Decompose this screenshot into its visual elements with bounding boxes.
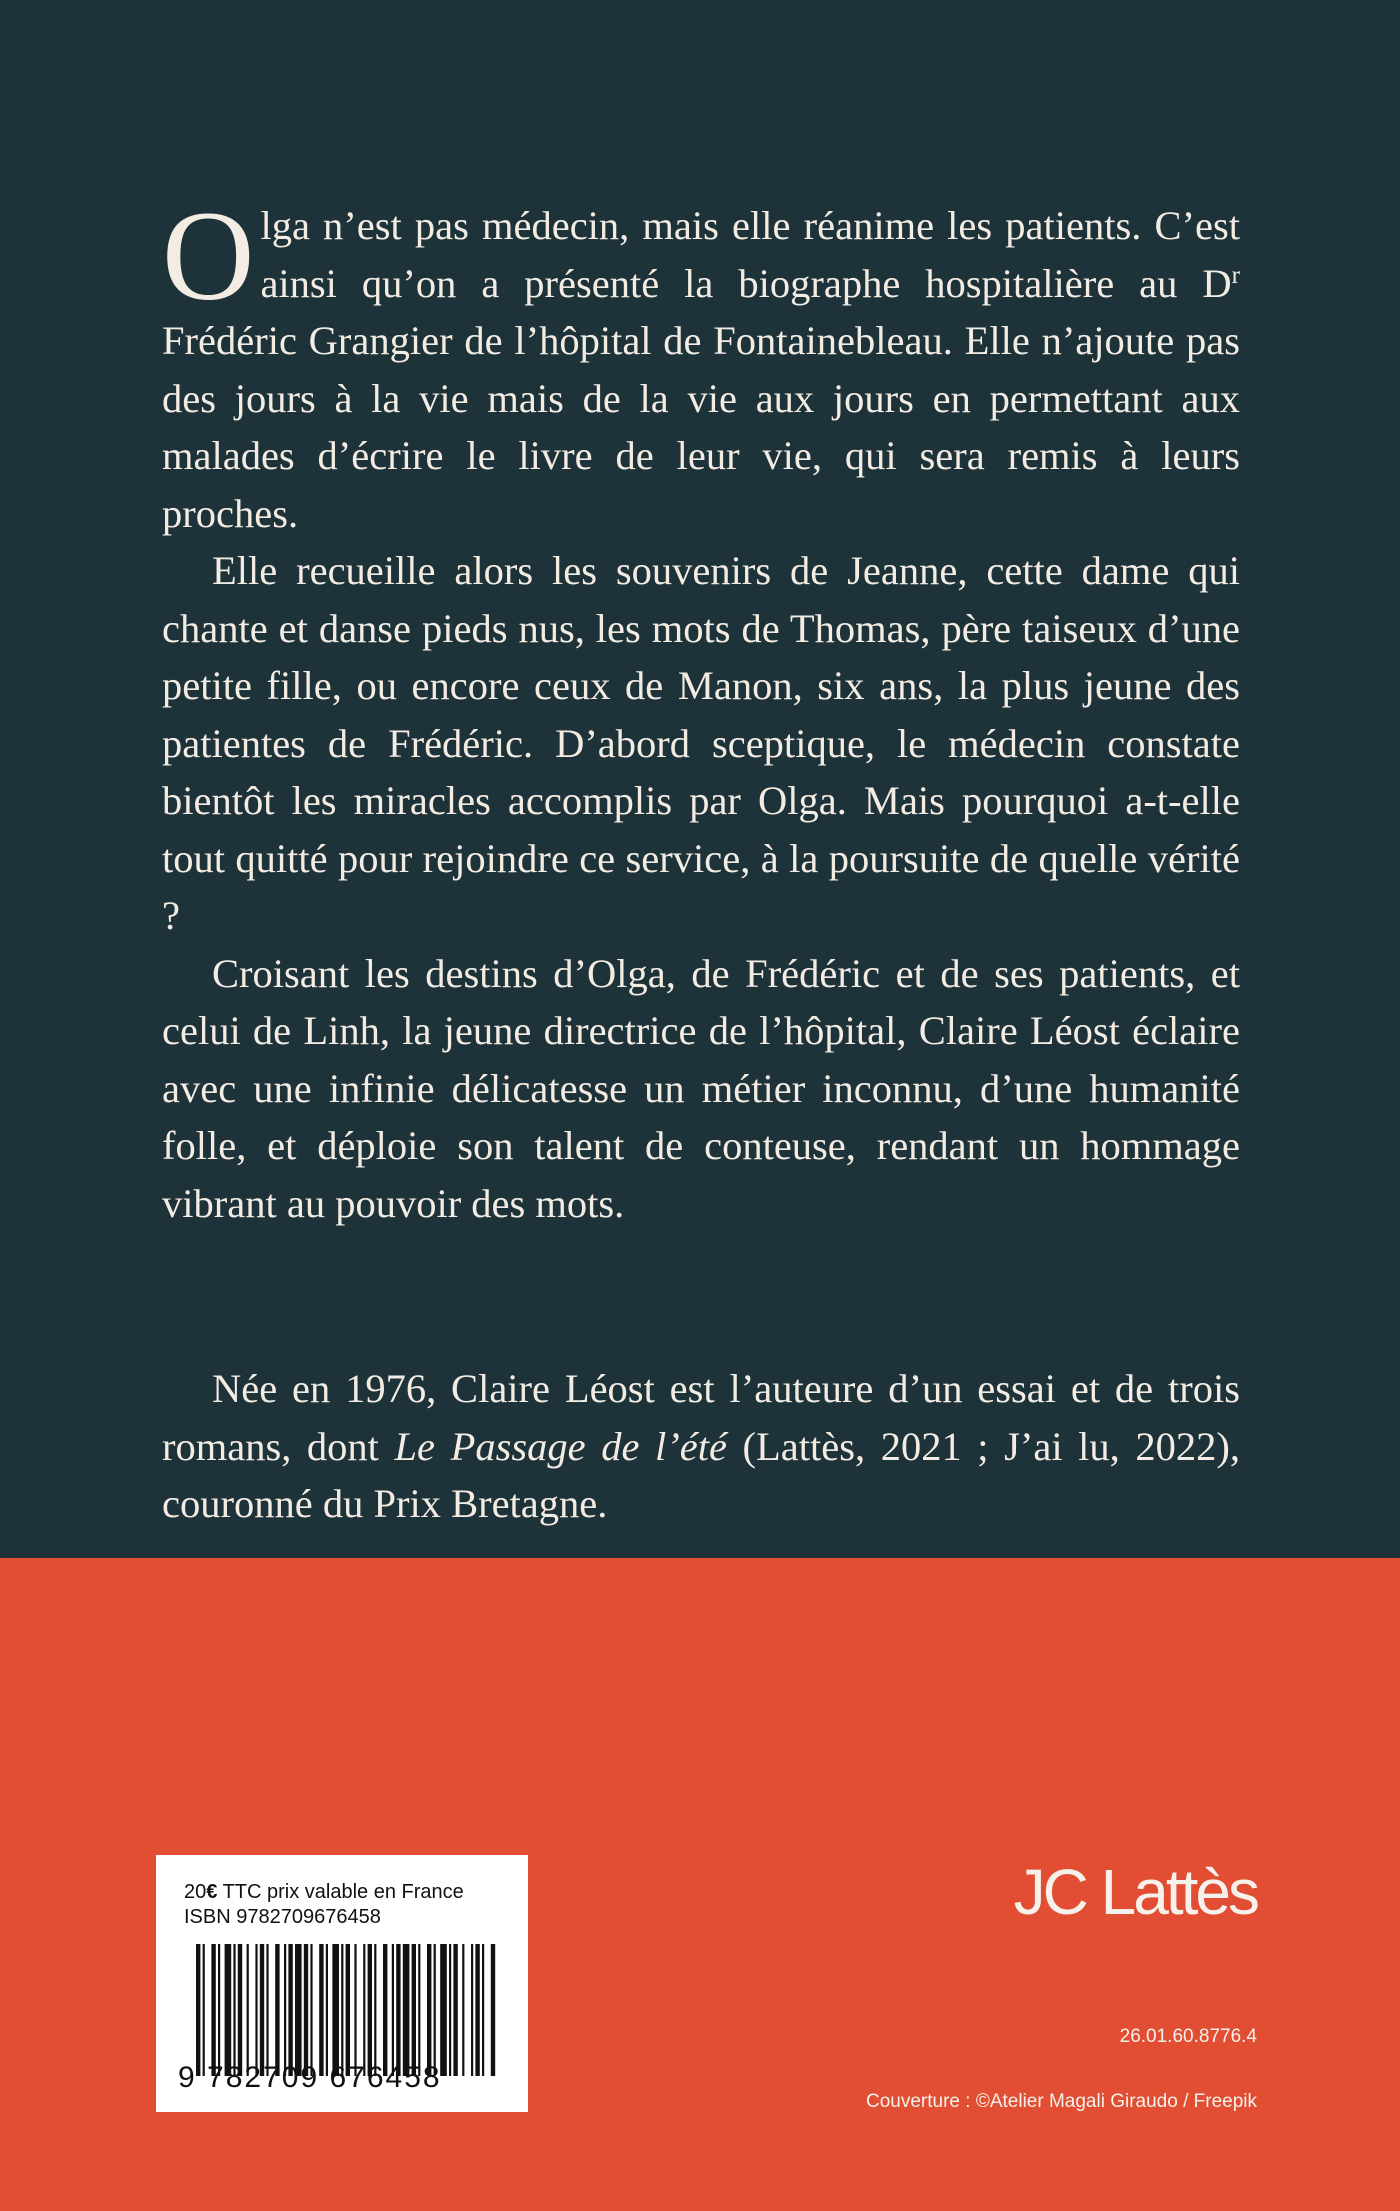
- synopsis-p1-end: Frédéric Grangier de l’hôpital de Fontainebleau. Elle n’ajoute pas des jours à la vie mais de la vie aux jours en permettant aux malades d’écrire le livre de leur vie, qui sera remis à leurs proches.: [162, 318, 1240, 536]
- doctor-abbrev-superscript: r: [1231, 261, 1240, 289]
- bio-book-title: Le Passage de l’été: [394, 1423, 727, 1469]
- author-bio: [162, 1360, 1240, 1533]
- price-value: 20: [184, 1881, 207, 1903]
- doctor-abbrev: D: [1202, 260, 1232, 306]
- author-bio-paragraph: [162, 1360, 1240, 1533]
- synopsis-paragraph-2: Elle recueille alors les souvenirs de Jeanne, cette dame qui chante et danse pieds nus, les mots de Thomas, père taiseux d’une petite fille, ou encore ceux de Manon, six ans, la plus jeune des patientes de Frédéric. D’abord sceptique, le médecin constate bientôt les miracles accomplis par Olga. Mais pourquoi a-t-elle tout quitté pour rejoindre ce service, à la poursuite de quelle vérité ?: [162, 548, 1240, 938]
- bio-text-end: (Lattès, 2021 ; J’ai lu, 2022), couronné du Prix Bretagne.: [162, 1423, 1240, 1526]
- price-barcode-box: [156, 1855, 528, 2112]
- price-note: TTC prix valable en France: [217, 1881, 464, 1903]
- synopsis-paragraph-1: [162, 185, 1240, 542]
- barcode-digits: 9 782709 676458: [178, 2061, 442, 2094]
- synopsis-text: [162, 185, 1240, 1232]
- publisher-logo: JC Lattès: [1013, 1856, 1257, 1928]
- bio-text-start: Née en 1976, Claire Léost est l’auteure d’un essai et de trois romans, dont: [162, 1366, 1240, 1469]
- synopsis-p1-start: Olga n’est pas médecin, mais elle réanime les patients. C’est ainsi qu’on a présenté la biographe hospitalière au: [162, 185, 1240, 327]
- barcode-graphic: [196, 1944, 496, 2076]
- synopsis-paragraph-3: Croisant les destins d’Olga, de Frédéric et de ses patients, et celui de Linh, la jeune directrice de l’hôpital, Claire Léost éclaire avec une infinie délicatesse un métier inconnu, d’une humanité folle, et déploie son talent de conteuse, rendant un hommage vibrant au pouvoir des mots.: [162, 950, 1240, 1226]
- price-line: [184, 1880, 500, 1905]
- euro-symbol: €: [206, 1881, 218, 1903]
- isbn-line: ISBN 9782709676458: [184, 1906, 381, 1928]
- cover-credit: Couverture : ©Atelier Magali Giraudo / Freepik: [866, 2091, 1257, 2112]
- product-code: 26.01.60.8776.4: [1119, 2026, 1257, 2047]
